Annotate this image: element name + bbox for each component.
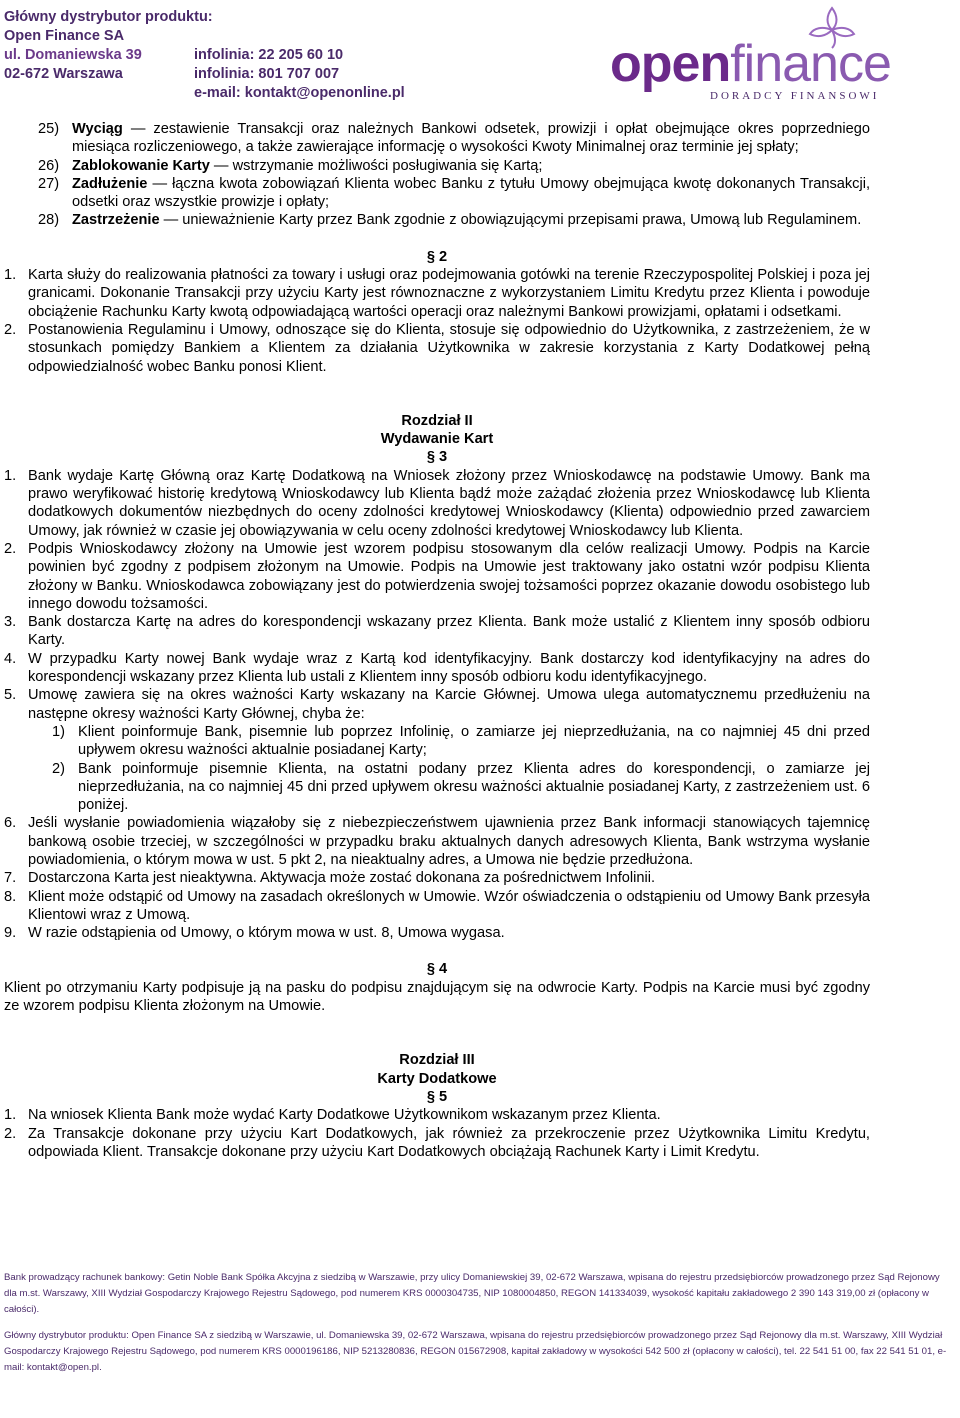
list-item-number: 6. [4, 815, 17, 832]
document-body [4, 120, 870, 1161]
sub-list-item [52, 760, 870, 815]
definition-body: — łączna kwota zobowiązań Klienta wobec Banku z tytułu Umowy obejmująca kwotę dokonanych Transakcji, odsetki oraz wszystkie prowizje i opłaty; [72, 175, 870, 211]
definition-body: — wstrzymanie możliwości posługiwania się Kartą; [209, 157, 543, 174]
list-item [4, 888, 870, 925]
list-item-number: 4. [4, 650, 17, 667]
definition-item [4, 120, 870, 157]
sub-list-item-text: Klient poinformuje Bank, pisemnie lub poprzez Infolinię, o zamiarze jej nieprzedłużania, na co najmniej 45 dni przed upływem okresu ważności aktualnie posiadanej Karty; [78, 723, 870, 759]
list-item [4, 613, 870, 650]
list-item [4, 686, 870, 723]
list-item [4, 467, 870, 540]
chapter-3-items [4, 1106, 870, 1161]
list-item-number: 2. [4, 321, 17, 338]
contact-info [194, 46, 405, 103]
list-item-text: Bank dostarcza Kartę na adres do korespondencji wskazany przez Klienta. Bank może ustalić z Klientem inny sposób odbioru Karty. [28, 614, 870, 649]
list-item-text: Podpis Wnioskodawcy złożony na Umowie jest wzorem podpisu stosowanym dla celów realizacji Umowy. Podpis na Karcie powinien być zgodny z podpisem złożonym na Umowie. Podpis na Umowie jest traktowany jako ostatni wzór podpisu Klienta złożony w Banku. Wnioskodawca zobowiązany jest do potwierdzenia swojej tożsamości poprzez okazanie dowodu osobistego lub innego dowodu tożsamości. [28, 540, 870, 612]
paragraph-number: § 4 [426, 961, 448, 978]
sub-list-item [52, 723, 870, 760]
list-item-text: Karta służy do realizowania płatności za towary i usługi oraz podejmowania gotówki na terenie Rzeczypospolitej Polskiej i poza jej granicami. Dokonanie Transakcji przy użyciu Karty jest równoznaczne z wykorzystaniem Limitu Kredytu przez Klienta i powoduje obciążenie Rachunku Karty kwotą odpowiadającą wartości operacji oraz należnymi Bankowi prowizjami, opłatami i odsetkami. [28, 267, 870, 320]
distributor-info [4, 8, 213, 84]
list-item-text: Na wniosek Klienta Bank może wydać Karty Dodatkowe Użytkownikom wskazanym przez Klienta. [28, 1107, 661, 1124]
section-num: 5 [439, 1088, 448, 1105]
definition-item [4, 157, 870, 175]
page-footer [4, 1270, 954, 1376]
list-item-number: 1. [4, 1107, 17, 1124]
section-num: 2 [439, 248, 448, 265]
paragraph-number: § 3 [426, 449, 448, 466]
list-item-number: 2. [4, 540, 17, 557]
page-header [0, 0, 960, 110]
logo-finance: finance [730, 35, 891, 93]
chapter-subtitle: Wydawanie Kart [380, 431, 494, 448]
logo-open: open [610, 35, 731, 93]
list-item-text: Umowę zawiera się na okres ważności Karty wskazany na Karcie Głównej. Umowa ulega automatycznemu przedłużeniu na następne okresy ważności Karty Głównej, chyba że: [28, 687, 870, 722]
list-item-text: Postanowienia Regulaminu i Umowy, odnoszące się do Klienta, stosuje się odpowiednio do Użytkownika, z zastrzeżeniem, że w stosunkach pomiędzy Bankiem a Klientem za działania Użytkownika w zakresie korzystania z Karty Dodatkowej pełną odpowiedzialność wobec Banku ponosi Klient. [28, 321, 870, 375]
definition-body: — zestawienie Transakcji oraz należnych Bankowi odsetek, prowizji i opłat obejmujące okres poprzedniego miesiąca rozliczeniowego, a także zawierające informację o wysokości Kwoty Minimalnej oraz terminie jej spłaty; [72, 121, 870, 156]
list-item-text: Dostarczona Karta jest nieaktywna. Aktywacja może zostać dokonana za pośrednictwem Infolinii. [28, 870, 656, 887]
list-item [4, 869, 870, 887]
sub-list-item-number: 1) [52, 723, 65, 740]
definition-term: Zastrzeżenie [72, 212, 160, 229]
definition-number: 28) [38, 212, 60, 229]
list-item-text: Klient może odstąpić od Umowy na zasadach określonych w Umowie. Wzór oświadczenia o odstąpieniu od Umowy Bank przesyła Klientowi wraz z Umową. [28, 888, 870, 923]
chapter-title: Rozdział II [401, 412, 473, 429]
chapter-2-items [4, 467, 870, 943]
footer-bank-info: Bank prowadzący rachunek bankowy: Getin Noble Bank Spółka Akcyjna z siedzibą w Warszawie, przy ulicy Domaniewskiej 39, 02-672 Warszawa, wpisana do rejestru przedsiębiorców prowadzonego przez Sąd Rejonowy dla m.st. Warszawy, XIII Wydział Gospodarczy Krajowego Rejestru Sądowego, pod numerem KRS 0000304735, NIP 1080004850, REGON 141334039, wysokość kapitału zakładowego 2 390 143 319,00 zł (opłacony w całości). [4, 1272, 940, 1315]
footer-distributor-info: Główny dystrybutor produktu: Open Finance SA z siedzibą w Warszawie, ul. Domaniewska 39, 02-672 Warszawa, wpisana do rejestru przedsiębiorców prowadzonego przez Sąd Rejonowy dla m.st. Warszawy, XIII Wydział Gospodarczy Krajowego Rejestru Sądowego, pod numerem KRS 0000196186, NIP 5213280836, REGON 015672908, kapitał zakładowy w wysokości 542 500 zł (opłacony w całości), tel. 22 541 51 00, fax 22 541 51 01, e-mail: kontakt@open.pl. [4, 1330, 947, 1373]
definition-text [72, 211, 870, 229]
distributor-street: ul. Domaniewska 39 [4, 47, 142, 63]
list-item-number: 5. [4, 687, 17, 704]
section-4-text: Klient po otrzymaniu Karty podpisuje ją na pasku do podpisu znajdującym się na odwrocie Karty. Podpis na Karcie musi być zgodny ze wzorem podpisu Klienta złożonym na Umowie. [4, 979, 870, 1015]
definition-number: 25) [38, 121, 60, 137]
list-item [4, 321, 870, 376]
list-item-text: Jeśli wysłanie powiadomienia wiązałoby się z niebezpieczeństwem ujawnienia przez Bank informacji stanowiących tajemnicę bankową osobie trzeciej, w szczególności w przypadku braku aktualnych danych adresowych Klienta, Bank wstrzyma wysłanie powiadomienia, o którym mowa w ust. 5 pkt 2, na nieaktualny adres, a Umowa nie będzie przedłużona. [28, 815, 870, 868]
sub-list-item-number: 2) [52, 760, 65, 777]
sub-list-item-text: Bank poinformuje pisemnie Klienta, na ostatni podany przez Klienta adres do korespondencji, o zamiarze jej nieprzedłużania, na co najmniej 45 dni przed upływem okresu ważności aktualnie posiadanej Karty, z zastrzeżeniem ust. 6 poniżej. [78, 760, 870, 814]
list-item [4, 266, 870, 321]
list-item [4, 924, 870, 942]
paragraph-number: § 5 [426, 1088, 448, 1105]
distributor-company: Open Finance SA [4, 28, 125, 44]
definition-number: 26) [38, 157, 60, 174]
list-item-number: 3. [4, 614, 17, 631]
definition-term: Zablokowanie Karty [72, 157, 210, 174]
list-item-text: Bank wydaje Kartę Główną oraz Kartę Dodatkową na Wniosek złożony przez Wnioskodawcę na podstawie Umowy. Bank ma prawo weryfikować historię kredytową Wnioskodawcy lub Klienta bądź może zażądać złożenia przez Wnioskodawcę lub Klienta dodatkowych dokumentów niezbędnych do oceny zdolności kredytowej Wnioskodawcy (Klienta) odpowiednio przed zawarciem Umowy, jak również w czasie jej obowiązywania w celu oceny zdolności kredytowej Wnioskodawcy lub Klienta. [28, 467, 870, 539]
list-item [4, 1125, 870, 1162]
phone-1: infolinia: 22 205 60 10 [194, 47, 344, 63]
list-item-number: 1. [4, 467, 17, 484]
definition-term: Zadłużenie [72, 175, 148, 192]
distributor-title: Główny dystrybutor produktu: [4, 9, 213, 25]
paragraph-number: § 2 [426, 248, 448, 265]
chapter-subtitle: Karty Dodatkowe [377, 1070, 497, 1087]
email: e-mail: kontakt@openonline.pl [194, 85, 405, 101]
open-finance-logo [610, 4, 955, 104]
section-num: 3 [439, 449, 448, 466]
logo-tagline: DORADCY FINANSOWI [710, 90, 880, 102]
list-item-number: 9. [4, 925, 17, 942]
logo-wordmark [610, 35, 891, 93]
list-item [4, 650, 870, 687]
phone-2: infolinia: 801 707 007 [194, 66, 340, 82]
list-item [4, 540, 870, 613]
distributor-city: 02-672 Warszawa [4, 66, 123, 82]
list-item-number: 7. [4, 870, 17, 887]
list-item-number: 2. [4, 1125, 17, 1142]
list-item [4, 814, 870, 869]
list-item [4, 1106, 870, 1124]
list-item-text: W razie odstąpienia od Umowy, o którym mowa w ust. 8, Umowa wygasa. [28, 925, 505, 942]
chapter-title: Rozdział III [399, 1052, 475, 1069]
definition-text [72, 120, 870, 157]
definition-text [72, 175, 870, 212]
list-item-text: Za Transakcje dokonane przy użyciu Kart Dodatkowych, jak również za przekroczenie przez Użytkownika Limitu Kredytu, odpowiada Klient. Transakcje dokonane przy użyciu Kart Dodatkowych obciążają Rachunek Karty i Limit Kredytu. [28, 1125, 870, 1160]
section-2-items [4, 266, 870, 376]
definition-term: Wyciąg [72, 121, 123, 137]
definition-item [4, 211, 870, 229]
definition-number: 27) [38, 175, 60, 192]
definition-item [4, 175, 870, 212]
definitions-list [4, 120, 870, 230]
list-item-text: W przypadku Karty nowej Bank wydaje wraz z Kartą kod identyfikacyjny. Bank dostarczy kod identyfikacyjny na adres do korespondencji wskazany przez Klienta lub ustali z Klientem inny sposób odbioru kodu identyfikacyjnego. [28, 650, 870, 686]
section-num: 4 [439, 961, 448, 978]
definition-text [72, 157, 870, 175]
definition-body: — unieważnienie Karty przez Bank zgodnie z obowiązującymi przepisami prawa, Umową lub Regulaminem. [159, 212, 862, 229]
list-item-number: 8. [4, 888, 17, 905]
list-item-number: 1. [4, 267, 17, 284]
